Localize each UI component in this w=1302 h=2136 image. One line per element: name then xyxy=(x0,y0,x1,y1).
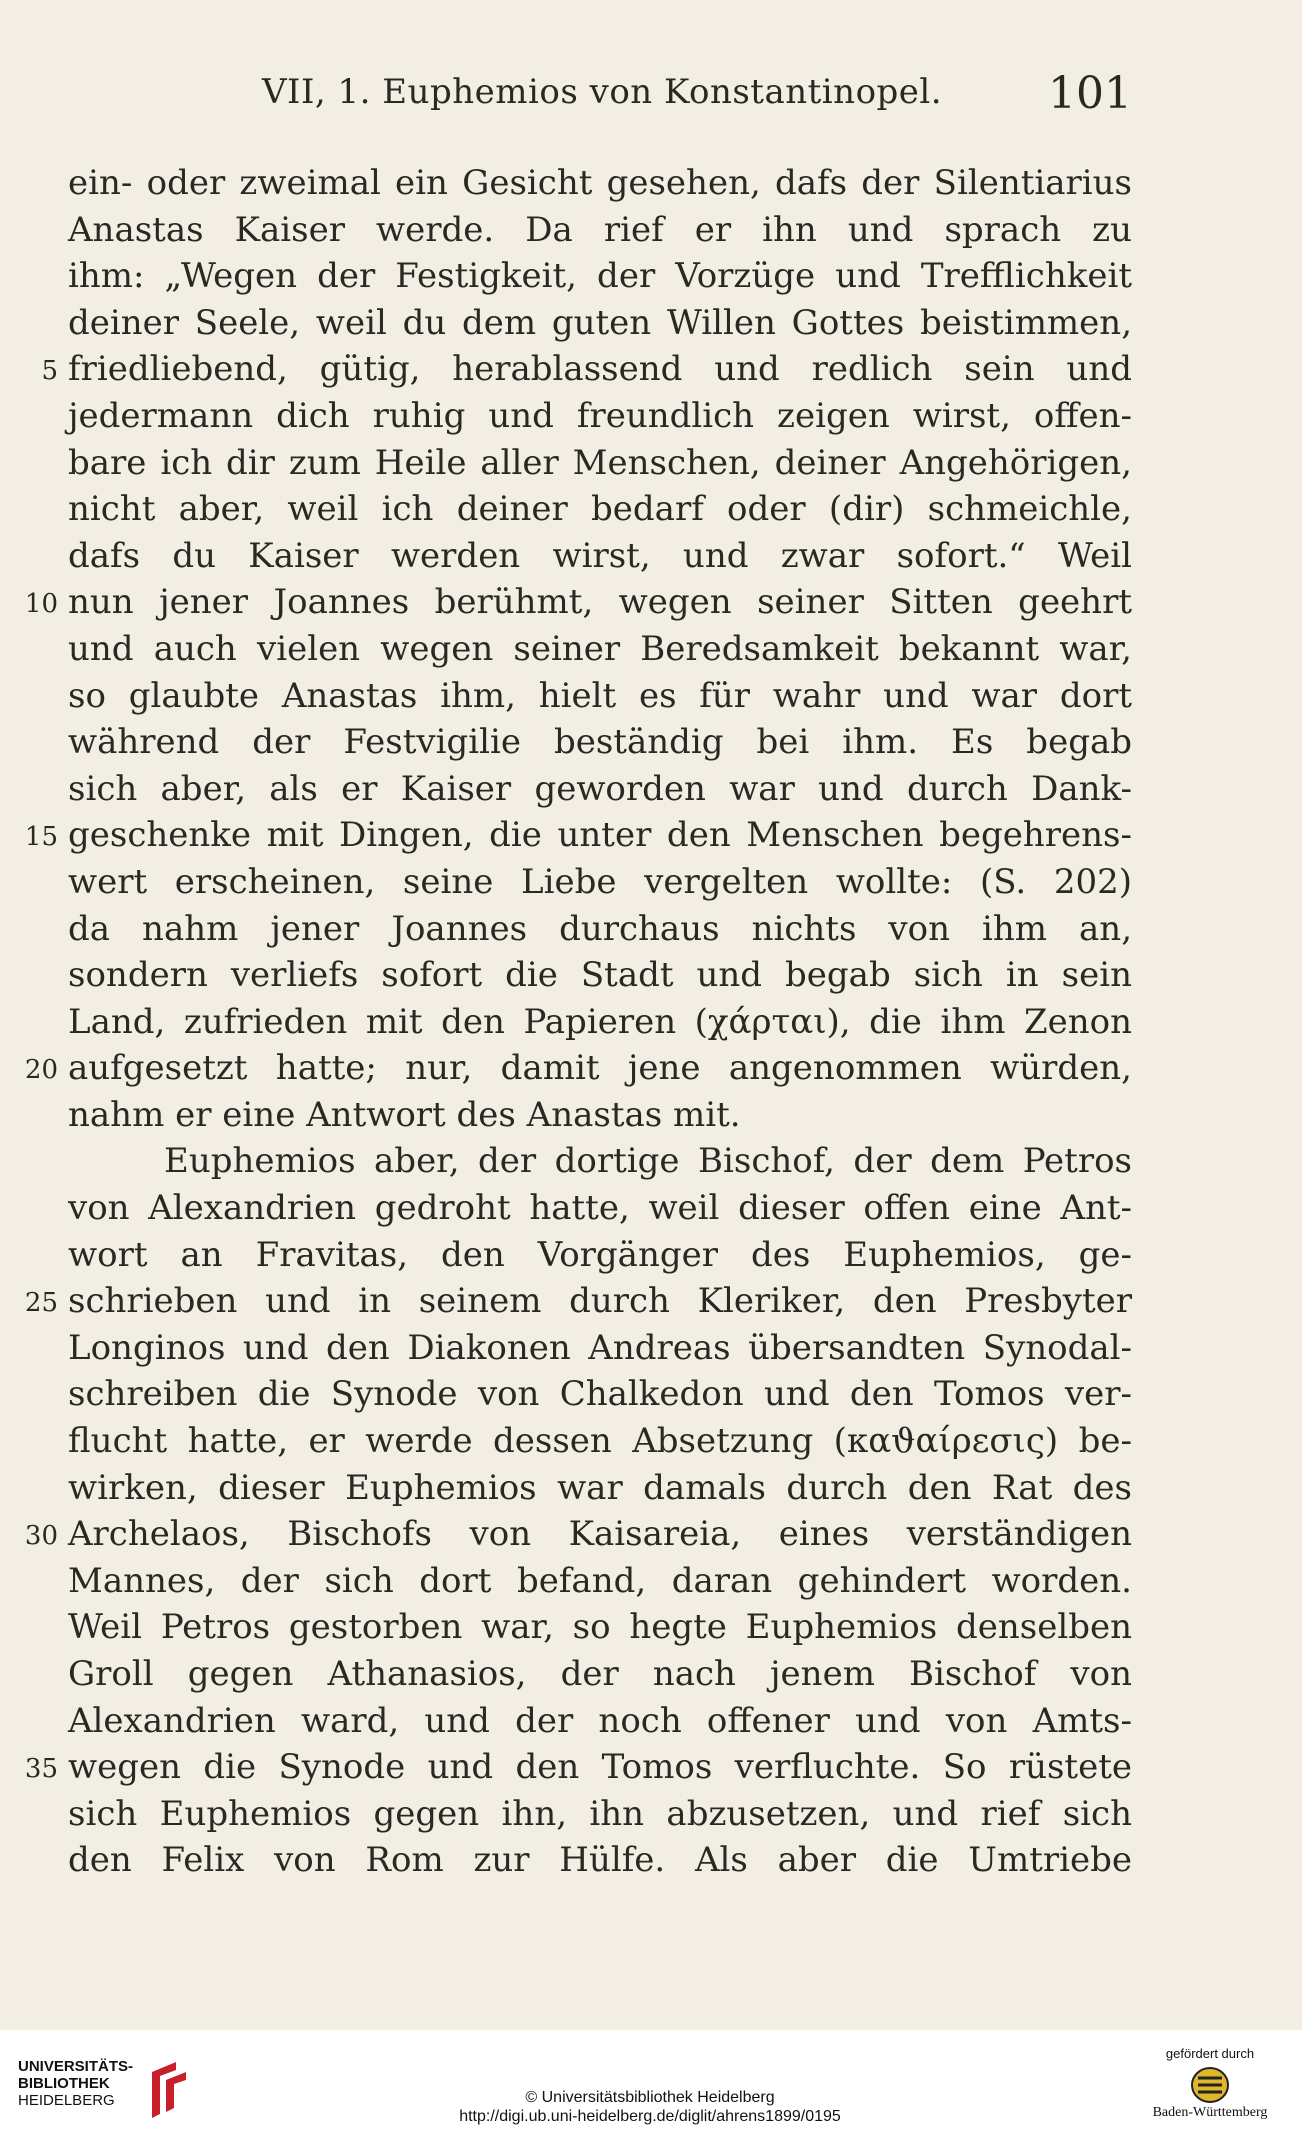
text-line xyxy=(68,1651,1132,1698)
text-line xyxy=(24,1045,1132,1092)
line-text: und auch vielen wegen seiner Beredsamkeit bekannt war, xyxy=(68,628,1132,669)
text-line xyxy=(68,999,1132,1046)
line-text: schreiben die Synode von Chalkedon und den Tomos ver- xyxy=(68,1374,1132,1415)
text-line xyxy=(68,1418,1132,1465)
library-logo xyxy=(18,2058,188,2128)
text-line xyxy=(68,1371,1132,1418)
text-line xyxy=(68,1325,1132,1372)
line-text: wegen die Synode und den Tomos verfluchte. So rüstete xyxy=(68,1747,1132,1788)
line-text: da nahm jener Joannes durchaus nichts von ihm an, xyxy=(68,908,1132,949)
line-text: jedermann dich ruhig und freundlich zeigen wirst, offen- xyxy=(68,395,1132,436)
text-line xyxy=(68,1232,1132,1279)
line-number: 10 xyxy=(24,589,58,620)
line-text: geschenke mit Dingen, die unter den Menschen begehrens- xyxy=(68,815,1132,856)
text-line xyxy=(24,579,1132,626)
text-line xyxy=(24,1278,1132,1325)
line-text: Longinos und den Diakonen Andreas übersandten Synodal- xyxy=(68,1327,1132,1368)
line-text: Archelaos, Bischofs von Kaisareia, eines verständigen xyxy=(68,1514,1132,1555)
line-text: ihm: „Wegen der Festigkeit, der Vorzüge und Trefflichkeit xyxy=(68,256,1132,297)
line-text: sondern verliefs sofort die Stadt und begab sich in sein xyxy=(68,955,1132,996)
text-line xyxy=(68,207,1132,254)
funder-name: Baden-Württemberg xyxy=(1152,2105,1268,2120)
text-line xyxy=(68,1138,1132,1185)
text-line xyxy=(68,1837,1132,1884)
text-line xyxy=(68,1092,1132,1139)
text-line xyxy=(68,766,1132,813)
line-text: friedliebend, gütig, herablassend und redlich sein und xyxy=(68,349,1132,390)
line-text: so glaubte Anastas ihm, hielt es für wahr und war dort xyxy=(68,675,1132,716)
line-text: Weil Petros gestorben war, so hegte Euphemios denselben xyxy=(68,1607,1132,1648)
line-text: Euphemios aber, der dortige Bischof, der dem Petros xyxy=(164,1141,1132,1182)
text-line xyxy=(68,1604,1132,1651)
line-text: sich Euphemios gegen ihn, ihn abzusetzen, und rief sich xyxy=(68,1793,1132,1834)
text-line xyxy=(68,1465,1132,1512)
text-line xyxy=(68,533,1132,580)
line-text: den Felix von Rom zur Hülfe. Als aber die Umtriebe xyxy=(68,1840,1132,1881)
text-line xyxy=(68,859,1132,906)
text-line xyxy=(24,1744,1132,1791)
line-text: wert erscheinen, seine Liebe vergelten wollte: (S. 202) xyxy=(68,861,1132,902)
line-number: 35 xyxy=(24,1754,58,1785)
line-text: von Alexandrien gedroht hatte, weil dieser offen eine Ant- xyxy=(68,1188,1132,1229)
line-text: während der Festvigilie beständig bei ihm. Es begab xyxy=(68,722,1132,763)
text-line xyxy=(68,160,1132,207)
line-text: sich aber, als er Kaiser geworden war und durch Dank- xyxy=(68,768,1132,809)
line-number: 25 xyxy=(24,1288,58,1319)
funded-by-label: gefördert durch xyxy=(1165,2046,1255,2061)
text-line xyxy=(68,1558,1132,1605)
funder-block xyxy=(1140,2046,1280,2121)
text-line xyxy=(68,440,1132,487)
line-text: Anastas Kaiser werde. Da rief er ihn und sprach zu xyxy=(68,209,1132,250)
library-name-line2: BIBLIOTHEK xyxy=(18,2075,110,2092)
text-line xyxy=(41,346,1132,393)
text-line xyxy=(68,673,1132,720)
line-text: dafs du Kaiser werden wirst, und zwar sofort.“ Weil xyxy=(68,535,1132,576)
text-line xyxy=(68,1185,1132,1232)
page-header xyxy=(262,68,1132,132)
line-text: nun jener Joannes berühmt, wegen seiner Sitten geehrt xyxy=(68,582,1132,623)
line-number: 15 xyxy=(24,822,58,853)
line-text: schrieben und in seinem durch Kleriker, den Presbyter xyxy=(68,1281,1132,1322)
library-mark-icon xyxy=(146,2058,196,2120)
line-text: aufgesetzt hatte; nur, damit jene angenommen würden, xyxy=(68,1048,1132,1089)
copyright-notice xyxy=(400,2088,900,2126)
text-line xyxy=(24,812,1132,859)
copyright-text: © Universitätsbibliothek Heidelberg xyxy=(525,2089,775,2106)
state-coat-of-arms-icon xyxy=(1190,2066,1230,2104)
line-text: flucht hatte, er werde dessen Absetzung (καϑαίρεσις) be- xyxy=(68,1421,1132,1462)
text-line xyxy=(68,1791,1132,1838)
footer xyxy=(0,2030,1302,2136)
text-line xyxy=(68,393,1132,440)
text-line xyxy=(68,253,1132,300)
line-number: 30 xyxy=(24,1521,58,1552)
library-name-line1: UNIVERSITÄTS- xyxy=(18,2058,134,2075)
line-text: nahm er eine Antwort des Anastas mit. xyxy=(68,1094,741,1135)
line-text: Land, zufrieden mit den Papieren (χάρται), die ihm Zenon xyxy=(68,1001,1132,1042)
line-text: deiner Seele, weil du dem guten Willen Gottes beistimmen, xyxy=(68,302,1132,343)
running-title: VII, 1. Euphemios von Konstantinopel. xyxy=(262,72,943,112)
text-line xyxy=(68,952,1132,999)
text-line xyxy=(68,300,1132,347)
library-name-line3: HEIDELBERG xyxy=(18,2092,115,2109)
line-text: wort an Fravitas, den Vorgänger des Euphemios, ge- xyxy=(68,1234,1132,1275)
line-number: 5 xyxy=(41,356,58,387)
page-number: 101 xyxy=(1048,68,1132,119)
line-text: Mannes, der sich dort befand, daran gehindert worden. xyxy=(68,1560,1132,1601)
text-line xyxy=(68,626,1132,673)
line-text: wirken, dieser Euphemios war damals durch den Rat des xyxy=(68,1467,1132,1508)
text-line xyxy=(68,719,1132,766)
line-text: bare ich dir zum Heile aller Menschen, deiner Angehörigen, xyxy=(68,442,1132,483)
text-line xyxy=(68,906,1132,953)
line-number: 20 xyxy=(24,1055,58,1086)
body-text xyxy=(24,160,1132,1884)
text-line xyxy=(24,1511,1132,1558)
permalink-url[interactable]: http://digi.ub.uni-heidelberg.de/diglit/ahrens1899/0195 xyxy=(459,2108,841,2125)
text-line xyxy=(68,486,1132,533)
line-text: nicht aber, weil ich deiner bedarf oder (dir) schmeichle, xyxy=(68,489,1132,530)
text-line xyxy=(68,1698,1132,1745)
line-text: Alexandrien ward, und der noch offener und von Amts- xyxy=(68,1700,1132,1741)
line-text: Groll gegen Athanasios, der nach jenem Bischof von xyxy=(68,1654,1132,1694)
line-text: ein- oder zweimal ein Gesicht gesehen, dafs der Silentiarius xyxy=(68,163,1132,203)
